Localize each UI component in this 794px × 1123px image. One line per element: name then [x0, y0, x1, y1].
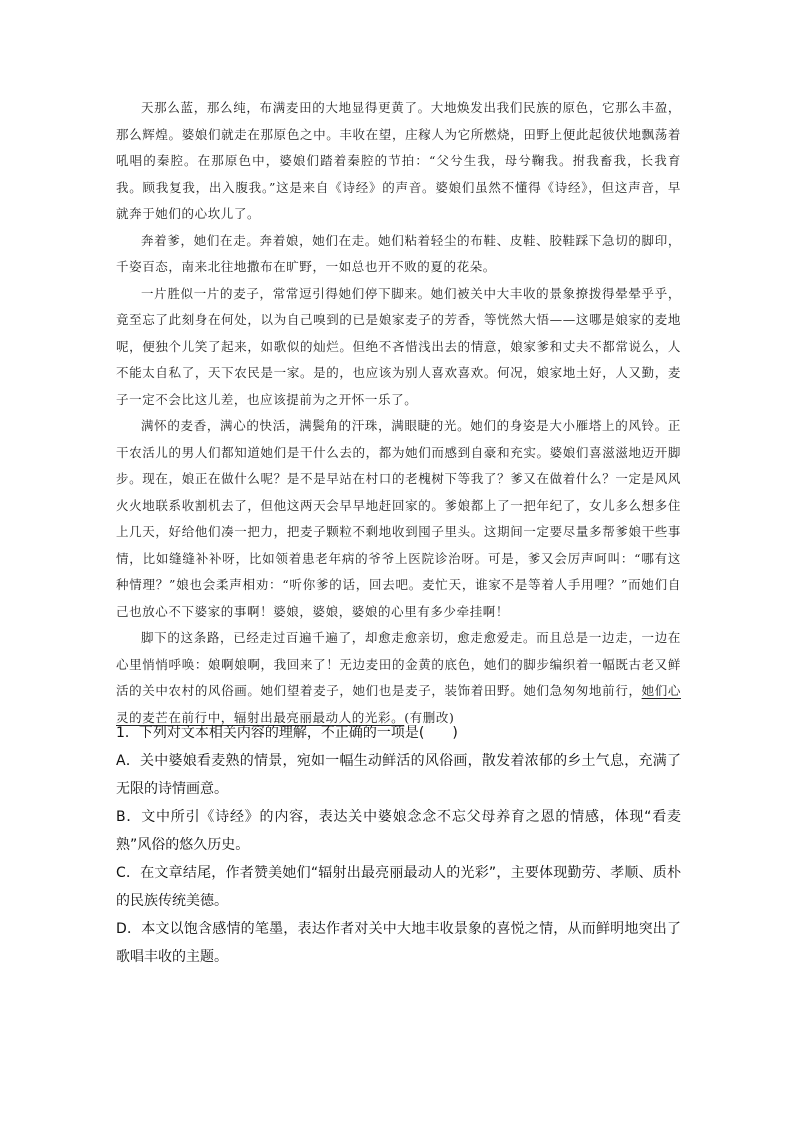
- passage-paragraph-1: 天那么蓝，那么纯，布满麦田的大地显得更黄了。大地焕发出我们民族的原色，它那么丰盈，那么辉煌。婆娘们就走在那原色之中。丰收在望，庄稼人为它所燃烧，田野上便此起彼伏地飘荡着吼唱的秦腔。在那原色中，婆娘们踏着秦腔的节拍：“父兮生我，母兮鞠我。拊我畜我，长我育我。顾我复我，出入腹我。”这是来自《诗经》的声音。婆娘们虽然不懂得《诗经》，但这声音，早就奔于她们的心坎儿了。: [116, 100, 681, 221]
- passage-paragraph-2: 奔着爹，她们在走。奔着娘，她们在走。她们粘着轻尘的布鞋、皮鞋、胶鞋踩下急切的脚印，千姿百态，南来北往地撒布在旷野，一如总也开不败的夏的花朵。: [116, 232, 681, 274]
- reading-passage: [116, 95, 681, 731]
- question-block: [116, 719, 681, 971]
- underlined-sentence: 她们心灵的麦芒在前行中，辐射出最亮丽最动人的光彩。: [116, 683, 681, 725]
- question-stem: 1．下列对文本相关内容的理解，不正确的一项是( ): [116, 725, 458, 741]
- passage-paragraph-3: 一片胜似一片的麦子，常常逗引得她们停下脚来。她们被关中大丰收的景象撩拨得晕晕乎乎，竟至忘了此刻身在何处，以为自己嗅到的已是娘家麦子的芳香，等恍然大悟——这哪是娘家的麦地呢，便独个儿笑了起来，如歌似的灿烂。但绝不吝惜浅出去的情意，娘家爹和丈夫不都常说么，人不能太自私了，天下农民是一家。是的，也应该为别人喜欢喜欢。何况，娘家地土好，人又勤，麦子一定不会比这儿差，也应该提前为之开怀一乐了。: [116, 285, 681, 407]
- passage-paragraph-4: 满怀的麦香，满心的快活，满鬓角的汗珠，满眼睫的光。她们的身姿是大小雁塔上的风铃。正干农活儿的男人们都知道她们是干什么去的，都为她们而感到自豪和充实。婆娘们喜滋滋地迈开脚步。现在，娘正在做什么呢？是不是早站在村口的老槐树下等我了？爹又在做着什么？一定是风风火火地联系收割机去了，但他这两天会早早地赶回家的。爹娘都上了一把年纪了，女儿多么想多住上几天，好给他们凑一把力，把麦子颗粒不剩地收到囤子里头。这期间一定要尽量多帮爹娘干些事情，比如缝缝补补呀，比如领着患老年病的爷爷上医院诊治呀。可是，爹又会厉声呵叫：“哪有这种情理？”娘也会柔声相劝：“听你爹的话，回去吧。麦忙天，谁家不是等着人手用哩？”而她们自己也放心不下婆家的事啊！婆娘，婆娘，婆娘的心里有多少牵挂啊！: [116, 418, 681, 619]
- option-a: A．关中婆娘看麦熟的情景，宛如一幅生动鲜活的风俗画，散发着浓郁的乡土气息，充满了无限的诗情画意。: [116, 753, 681, 797]
- passage-paragraph-5: [116, 625, 681, 731]
- option-d: D．本文以饱含感情的笔墨，表达作者对关中大地丰收景象的喜悦之情，从而鲜明地突出了歌唱丰收的主题。: [116, 921, 681, 965]
- passage-paragraph-5-text: 脚下的这条路，已经走过百遍千遍了，却愈走愈亲切，愈走愈爱走。而且总是一边走，一边在心里悄悄呼唤：娘啊娘啊，我回来了！无边麦田的金黄的底色，她们的脚步编织着一幅既古老又鲜活的关中农村的风俗画。她们望着麦子，她们也是麦子，装饰着田野。她们急匆匆地前行，: [116, 630, 681, 698]
- source-note: (有删改): [404, 709, 455, 725]
- option-b: B．文中所引《诗经》的内容，表达关中婆娘念念不忘父母养育之恩的情感，体现“看麦熟”风俗的悠久历史。: [116, 809, 681, 853]
- option-c: C．在文章结尾，作者赞美她们“辐射出最亮丽最动人的光彩”，主要体现勤劳、孝顺、质朴的民族传统美德。: [116, 865, 681, 909]
